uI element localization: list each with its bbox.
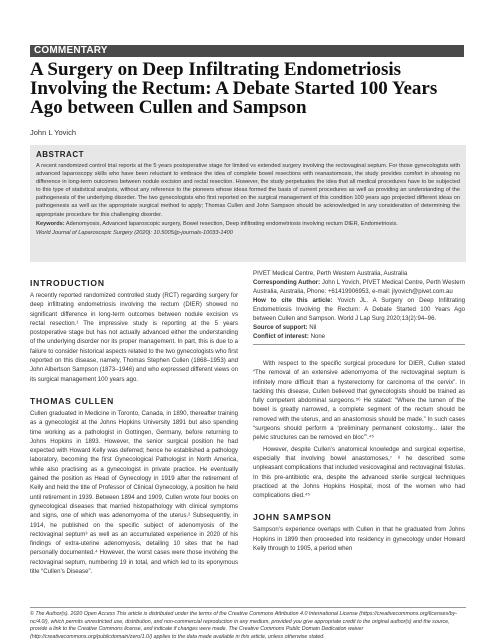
support-label: Source of support: bbox=[253, 324, 308, 331]
keywords-text: Adenomyosis, Advanced laparoscopic surgery, Bowel resection, Deep infiltrating endometriosis involving rectum DIER, Endometriosis. bbox=[65, 220, 398, 227]
cullen-heading: THOMAS CULLEN bbox=[30, 395, 115, 406]
keywords-label: Keywords: bbox=[36, 220, 65, 227]
conflict-label: Conflict of interest: bbox=[253, 333, 309, 340]
abstract-heading: ABSTRACT bbox=[36, 150, 84, 159]
body-paragraph-2: However, despite Cullen’s anatomical knowledge and surgical expertise, especially that involving bowel anastomoses,⁷ ⁸ he described some unpleasant complications that included vesicovaginal and rectovaginal fistulas. In this pre-antibiotic era, despite the advanced sterile surgical techniques practiced at the Johns Hopkins Hospital, most of the women who had complications died.⁴⁵ bbox=[253, 445, 465, 500]
introduction-heading: INTRODUCTION bbox=[30, 278, 105, 288]
how-to-cite bbox=[253, 296, 465, 323]
support-text: Nil bbox=[309, 324, 317, 331]
journal-citation: World Journal of Laparoscopic Surgery (2020): 10.5005/jp-journals-10033-1400 bbox=[36, 229, 233, 236]
keywords-line bbox=[36, 220, 460, 228]
license-footer: © The Author(s). 2020 Open Access This article is distributed under the terms of the Creative Commons Attribution 4.0 International License (https://creativecommons.org/licenses/by-nc/4.0/), which permits unrestricted use, distribution, and non-commercial reproduction in any medium, provided you give appropriate credit to the original author(s) and the source, provide a link to the Creative Commons license, and indicate if changes were made. The Creative Commons Public Domain Dedication waiver (http://creativecommons.org/publicdomain/zero/1.0/) applies to the data made available in this article, unless otherwise stated. bbox=[30, 607, 466, 640]
conflict-of-interest bbox=[253, 332, 465, 341]
abstract-box bbox=[30, 145, 466, 262]
cite-label: How to cite this article: bbox=[253, 297, 333, 304]
source-of-support bbox=[253, 323, 465, 332]
conflict-text: None bbox=[310, 333, 326, 340]
corresponding-author bbox=[253, 278, 465, 296]
cite-text: Yovich JL. A Surgery on Deep Infiltrating Endometriosis Involving the Rectum: A Debate Started 100 Years Ago between Cullen and Sampson. World J Lap Surg 2020;13(2):94–96. bbox=[253, 297, 465, 322]
sampson-heading: JOHN SAMPSON bbox=[253, 512, 332, 523]
body-paragraph-1: With respect to the specific surgical procedure for DIER, Cullen stated “The removal of an extensive adenomyoma of the rectovaginal septum is infinitely more difficult than a hysterectomy for carcinoma of the cervix”. In tackling this disease, Cullen believed that gynecologists should be trained as fully competent abdominal surgeons.⁵⁶ He stated: “Where the lumen of the bowel is greatly narrowed, a complete segment of the rectum should be removed with the uterus, and an anastomosis should be made.” In such cases “surgeons should perform a ‘preliminary permanent colostomy... later the pelvic structures can be removed en bloc’”.⁴⁵ bbox=[253, 360, 465, 442]
metadata-divider bbox=[253, 344, 465, 345]
abstract-text: A recent randomized control trial reports at the 5 years postoperative stage for limited vs extended surgery involving the rectovaginal septum. For those gynecologists with advanced laparoscopy skills who have been reluctant to embrace the idea of complete bowel resections with reanastomosis, the study provides comfort in showing no difference in long-term outcomes between nodule excision and rectal resection. However, the study perpetuates the idea that all medical procedures have to be subjected to this type of statistical analysis, without any reference to the pioneers whose ideas formed the basis of current procedures as well as providing an understanding of the pathogenesis of the underlying disorder. The two gynecologists who first reported on the surgical management of this condition 100 years ago projected different ideas on pathogenesis as well as the appropriate surgical method to apply; Thomas Cullen and John Sampson should be acknowledged in any consideration of determining the appropriate procedure for this challenging disorder. bbox=[36, 163, 460, 218]
sampson-text: Sampson’s experience overlaps with Cullen in that he graduated from Johns Hopkins in 1899 then proceeded into residency in gynecology under Howard Kelly through to 1905, a period when bbox=[253, 526, 465, 553]
left-column bbox=[30, 278, 238, 578]
article-title: A Surgery on Deep Infiltrating Endometriosis Involving the Rectum: A Debate Started 100 Years Ago between Cullen and Sampson bbox=[30, 59, 438, 118]
affiliation: PIVET Medical Centre, Perth Western Australia, Australia bbox=[253, 270, 408, 277]
article-type-label: COMMENTARY bbox=[30, 45, 464, 57]
introduction-text: A recently reported randomized controlled study (RCT) regarding surgery for deep infiltrating endometriosis involving the rectum (DIER) showed no significant difference in long-term outcomes between nodule excision vs rectal resection.¹ The impressive study is reporting at the 5 years postoperative stage but has not actually advanced either the understanding of the underlying disorder nor its proper management. In part, this is due to a failure to consider historical aspects related to the two gynecologists who first reported on this disease, namely, Thomas Stephen Cullen (1868–1953) and John Albertson Sampson (1873–1946) and who expressed different views on its surgical management 100 years ago. bbox=[30, 292, 238, 383]
right-column bbox=[253, 269, 465, 555]
corresponding-text: John L Yovich, PIVET Medical Centre, Perth Western Australia, Australia, Phone: +61419906953, e-mail: jlyovich@pivet.com.au bbox=[253, 279, 466, 295]
corresponding-label: Corresponding Author: bbox=[253, 279, 321, 286]
cullen-text: Cullen graduated in Medicine in Toronto, Canada, in 1890, thereafter training as a gynecologist at the Johns Hopkins University 1891 but also spending time working as a pathologist in Gottingen, Germany, before returning to Johns Hopkins in 1893. However, the senior surgical position he had expected with Howard Kelly was deferred; hence he established a pathology laboratory, becoming the first Gynecological Pathologist in North America, while also practising as a gynecologist in private practice. He eventually gained the position as Head of Gynecology in 1919 after the retirement of Kelly and held the title of Professor of Clinical Gynecology, a position he held until retirement in 1939. Between 1894 and 1909, Cullen wrote four books on gynecological diseases that married histopathology with clinical symptoms and signs, one of which was adenomyoma of the uterus.² Subsequently, in 1914, he published on the specific subject of adenomyosis of the rectovaginal septum³ as well as an accumulated experience in 2020 of his findings of extra-uterine adenomyosis, detailing 10 sites that he had personally documented.⁴ However, the worst cases were those involving the rectovaginal septum, numbering 19 in total, and which led to its eponymous title “Cullen’s Disease”. bbox=[30, 409, 238, 576]
author-name: John L Yovich bbox=[30, 128, 77, 137]
